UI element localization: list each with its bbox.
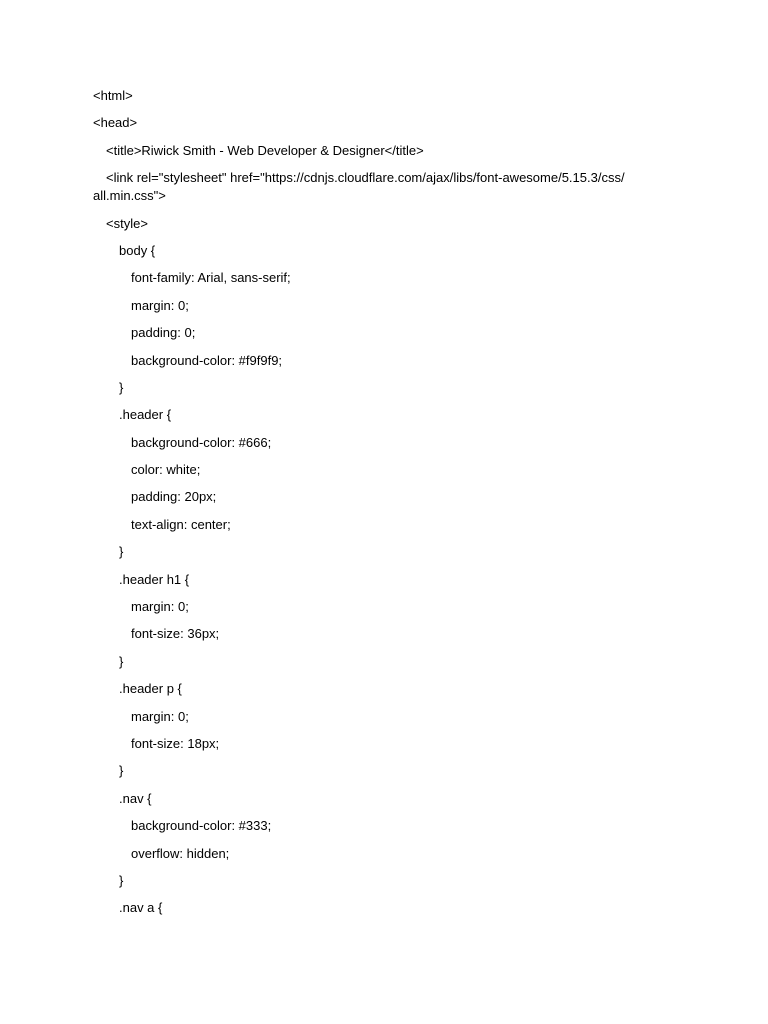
code-line-wrapped	[93, 169, 673, 205]
code-line: body {	[119, 242, 156, 258]
code-line: <head>	[93, 115, 138, 131]
code-line: .header h1 {	[119, 571, 190, 587]
code-line: .header {	[119, 407, 172, 423]
code-line: font-size: 36px;	[131, 626, 220, 642]
code-line: }	[119, 872, 124, 888]
code-line: margin: 0;	[131, 297, 189, 313]
code-line: }	[119, 544, 124, 560]
code-line-part: <link rel="stylesheet" href="https://cdnjs.cloudflare.com/ajax/libs/font-awesome/5.15.3/css/	[106, 170, 625, 186]
code-line: }	[119, 379, 124, 395]
code-line: background-color: #333;	[131, 818, 272, 834]
code-line: background-color: #f9f9f9;	[131, 352, 283, 368]
code-line: background-color: #666;	[131, 434, 272, 450]
code-line: margin: 0;	[131, 708, 189, 724]
code-line: padding: 0;	[131, 325, 196, 341]
code-line-part: all.min.css">	[93, 188, 166, 204]
code-line: margin: 0;	[131, 599, 189, 615]
code-line: <style>	[106, 215, 148, 231]
code-line: .nav {	[119, 790, 152, 806]
code-listing	[93, 87, 673, 927]
code-line: color: white;	[131, 462, 201, 478]
code-line: .nav a {	[119, 900, 163, 916]
code-line: <html>	[93, 88, 133, 103]
code-line: font-size: 18px;	[131, 735, 220, 751]
code-line: }	[119, 653, 124, 669]
code-line: <title>Riwick Smith - Web Developer & Designer</title>	[106, 142, 424, 158]
code-line: }	[119, 763, 124, 779]
code-line: padding: 20px;	[131, 489, 217, 505]
code-line: text-align: center;	[131, 516, 231, 532]
code-line: overflow: hidden;	[131, 845, 230, 861]
code-line: font-family: Arial, sans-serif;	[131, 270, 291, 286]
code-line: .header p {	[119, 681, 182, 697]
